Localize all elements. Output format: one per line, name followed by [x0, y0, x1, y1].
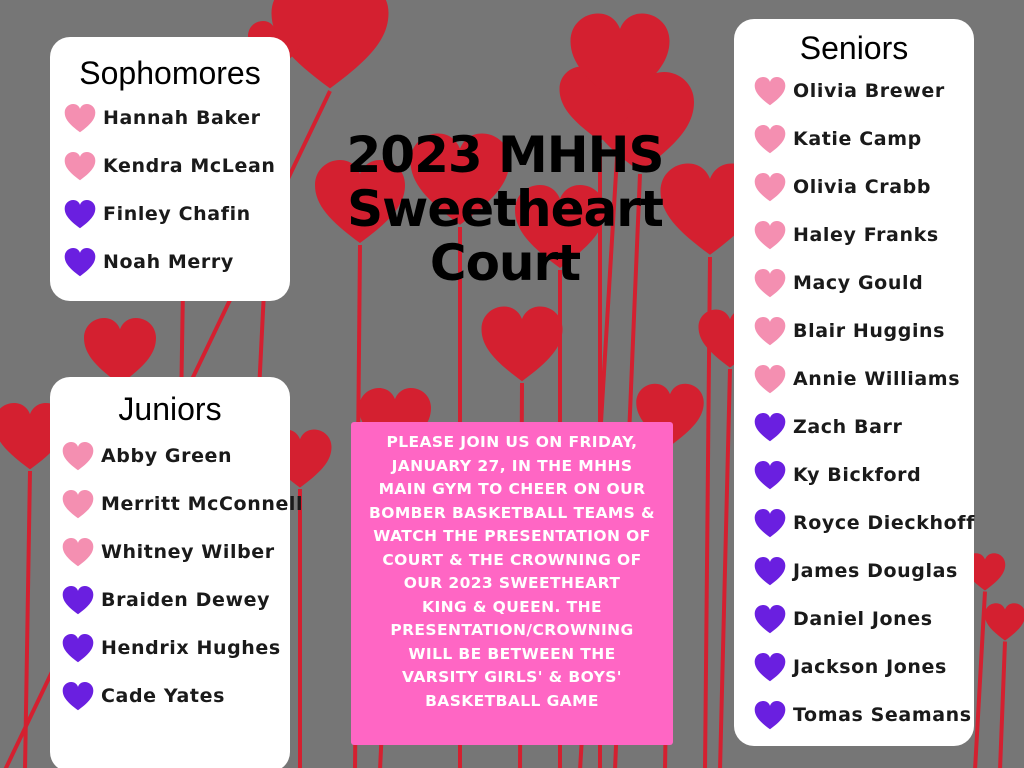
- member-name: Olivia Brewer: [793, 80, 945, 102]
- list-item: [753, 115, 974, 163]
- member-name: Annie Williams: [793, 368, 961, 390]
- list-item: [753, 67, 974, 115]
- notice-line: MAIN GYM TO CHEER ON OUR: [378, 480, 646, 498]
- pink-heart-icon: [753, 267, 787, 299]
- member-name: Royce Dieckhoff: [793, 512, 976, 534]
- pink-heart-icon: [753, 219, 787, 251]
- purple-heart-icon: [61, 632, 95, 664]
- notice-line: PRESENTATION/CROWNING: [390, 621, 634, 639]
- list-item: [753, 163, 974, 211]
- member-name: Cade Yates: [101, 685, 225, 707]
- list-item: [753, 451, 974, 499]
- notice-line: JANUARY 27, IN THE MHHS: [391, 456, 633, 475]
- pink-heart-icon: [61, 440, 95, 472]
- list-item: [753, 499, 974, 547]
- juniors-list: [50, 432, 304, 720]
- seniors-card: [734, 19, 974, 746]
- list-item: [753, 403, 974, 451]
- list-item: [753, 211, 974, 259]
- pink-heart-icon: [753, 171, 787, 203]
- list-item: [63, 94, 290, 142]
- list-item: [61, 672, 290, 720]
- member-name: Macy Gould: [793, 272, 924, 294]
- member-name: Kendra McLean: [103, 155, 276, 177]
- red-heart-balloon: [985, 603, 1024, 640]
- purple-heart-icon: [753, 555, 787, 587]
- heart-stem: [975, 592, 985, 768]
- member-name: Hannah Baker: [103, 107, 261, 129]
- member-name: Zach Barr: [793, 416, 903, 438]
- purple-heart-icon: [61, 680, 95, 712]
- pink-heart-icon: [753, 363, 787, 395]
- list-item: [753, 691, 974, 739]
- member-name: Katie Camp: [793, 128, 922, 150]
- heart-stem: [720, 369, 730, 768]
- member-name: Ky Bickford: [793, 464, 922, 486]
- member-name: Braiden Dewey: [101, 589, 271, 611]
- purple-heart-icon: [63, 246, 97, 278]
- juniors-card: [50, 377, 304, 768]
- title-line: 2023 MHHS Sweetheart Court: [346, 126, 664, 292]
- purple-heart-icon: [753, 699, 787, 731]
- pink-heart-icon: [63, 102, 97, 134]
- member-name: Tomas Seamans: [793, 704, 972, 726]
- notice-line: WILL BE BETWEEN THE: [408, 644, 616, 663]
- notice-line: KING & QUEEN. THE: [422, 597, 602, 616]
- red-heart-balloon: [84, 318, 156, 384]
- pink-heart-icon: [753, 75, 787, 107]
- member-name: Hendrix Hughes: [101, 637, 281, 659]
- page-title: [320, 128, 690, 290]
- list-item: [63, 238, 290, 286]
- notice-line: VARSITY GIRLS' & BOYS': [402, 668, 622, 686]
- sophomores-card: [50, 37, 290, 301]
- purple-heart-icon: [753, 603, 787, 635]
- list-item: [61, 576, 290, 624]
- notice-line: COURT & THE CROWNING OF: [382, 550, 642, 569]
- list-item: [61, 528, 290, 576]
- notice-line: BASKETBALL GAME: [425, 691, 599, 710]
- list-item: [753, 259, 974, 307]
- purple-heart-icon: [61, 584, 95, 616]
- list-item: [61, 624, 290, 672]
- member-name: Whitney Wilber: [101, 541, 275, 563]
- member-name: James Douglas: [793, 560, 958, 582]
- sophomores-list: [50, 94, 290, 286]
- pink-heart-icon: [753, 315, 787, 347]
- member-name: Abby Green: [101, 445, 233, 467]
- pink-heart-icon: [63, 150, 97, 182]
- member-name: Finley Chafin: [103, 203, 251, 225]
- notice-line: WATCH THE PRESENTATION OF: [373, 527, 651, 545]
- notice-line: BOMBER BASKETBALL TEAMS &: [369, 503, 655, 522]
- member-name: Jackson Jones: [793, 656, 947, 678]
- list-item: [753, 307, 974, 355]
- pink-heart-icon: [61, 488, 95, 520]
- member-name: Haley Franks: [793, 224, 939, 246]
- heart-stem: [1000, 642, 1005, 768]
- event-notice: [351, 422, 673, 745]
- list-item: [753, 547, 974, 595]
- list-item: [753, 595, 974, 643]
- seniors-heading: Seniors: [799, 30, 909, 66]
- list-item: [753, 643, 974, 691]
- member-name: Olivia Crabb: [793, 176, 932, 198]
- member-name: Blair Huggins: [793, 320, 946, 342]
- purple-heart-icon: [753, 507, 787, 539]
- list-item: [753, 355, 974, 403]
- member-name: Daniel Jones: [793, 608, 933, 630]
- list-item: [63, 190, 290, 238]
- member-name: Merritt McConnell: [101, 493, 304, 515]
- notice-line: PLEASE JOIN US ON FRIDAY,: [386, 433, 638, 451]
- list-item: [61, 480, 304, 528]
- purple-heart-icon: [63, 198, 97, 230]
- purple-heart-icon: [753, 459, 787, 491]
- purple-heart-icon: [753, 651, 787, 683]
- purple-heart-icon: [753, 411, 787, 443]
- seniors-list: [734, 67, 974, 739]
- pink-heart-icon: [753, 123, 787, 155]
- list-item: [63, 142, 290, 190]
- red-heart-balloon: [482, 307, 563, 382]
- list-item: [61, 432, 290, 480]
- notice-line: OUR 2023 SWEETHEART: [403, 574, 621, 592]
- sophomores-heading: Sophomores: [79, 55, 261, 91]
- pink-heart-icon: [61, 536, 95, 568]
- juniors-heading: Juniors: [118, 391, 222, 427]
- member-name: Noah Merry: [103, 251, 234, 273]
